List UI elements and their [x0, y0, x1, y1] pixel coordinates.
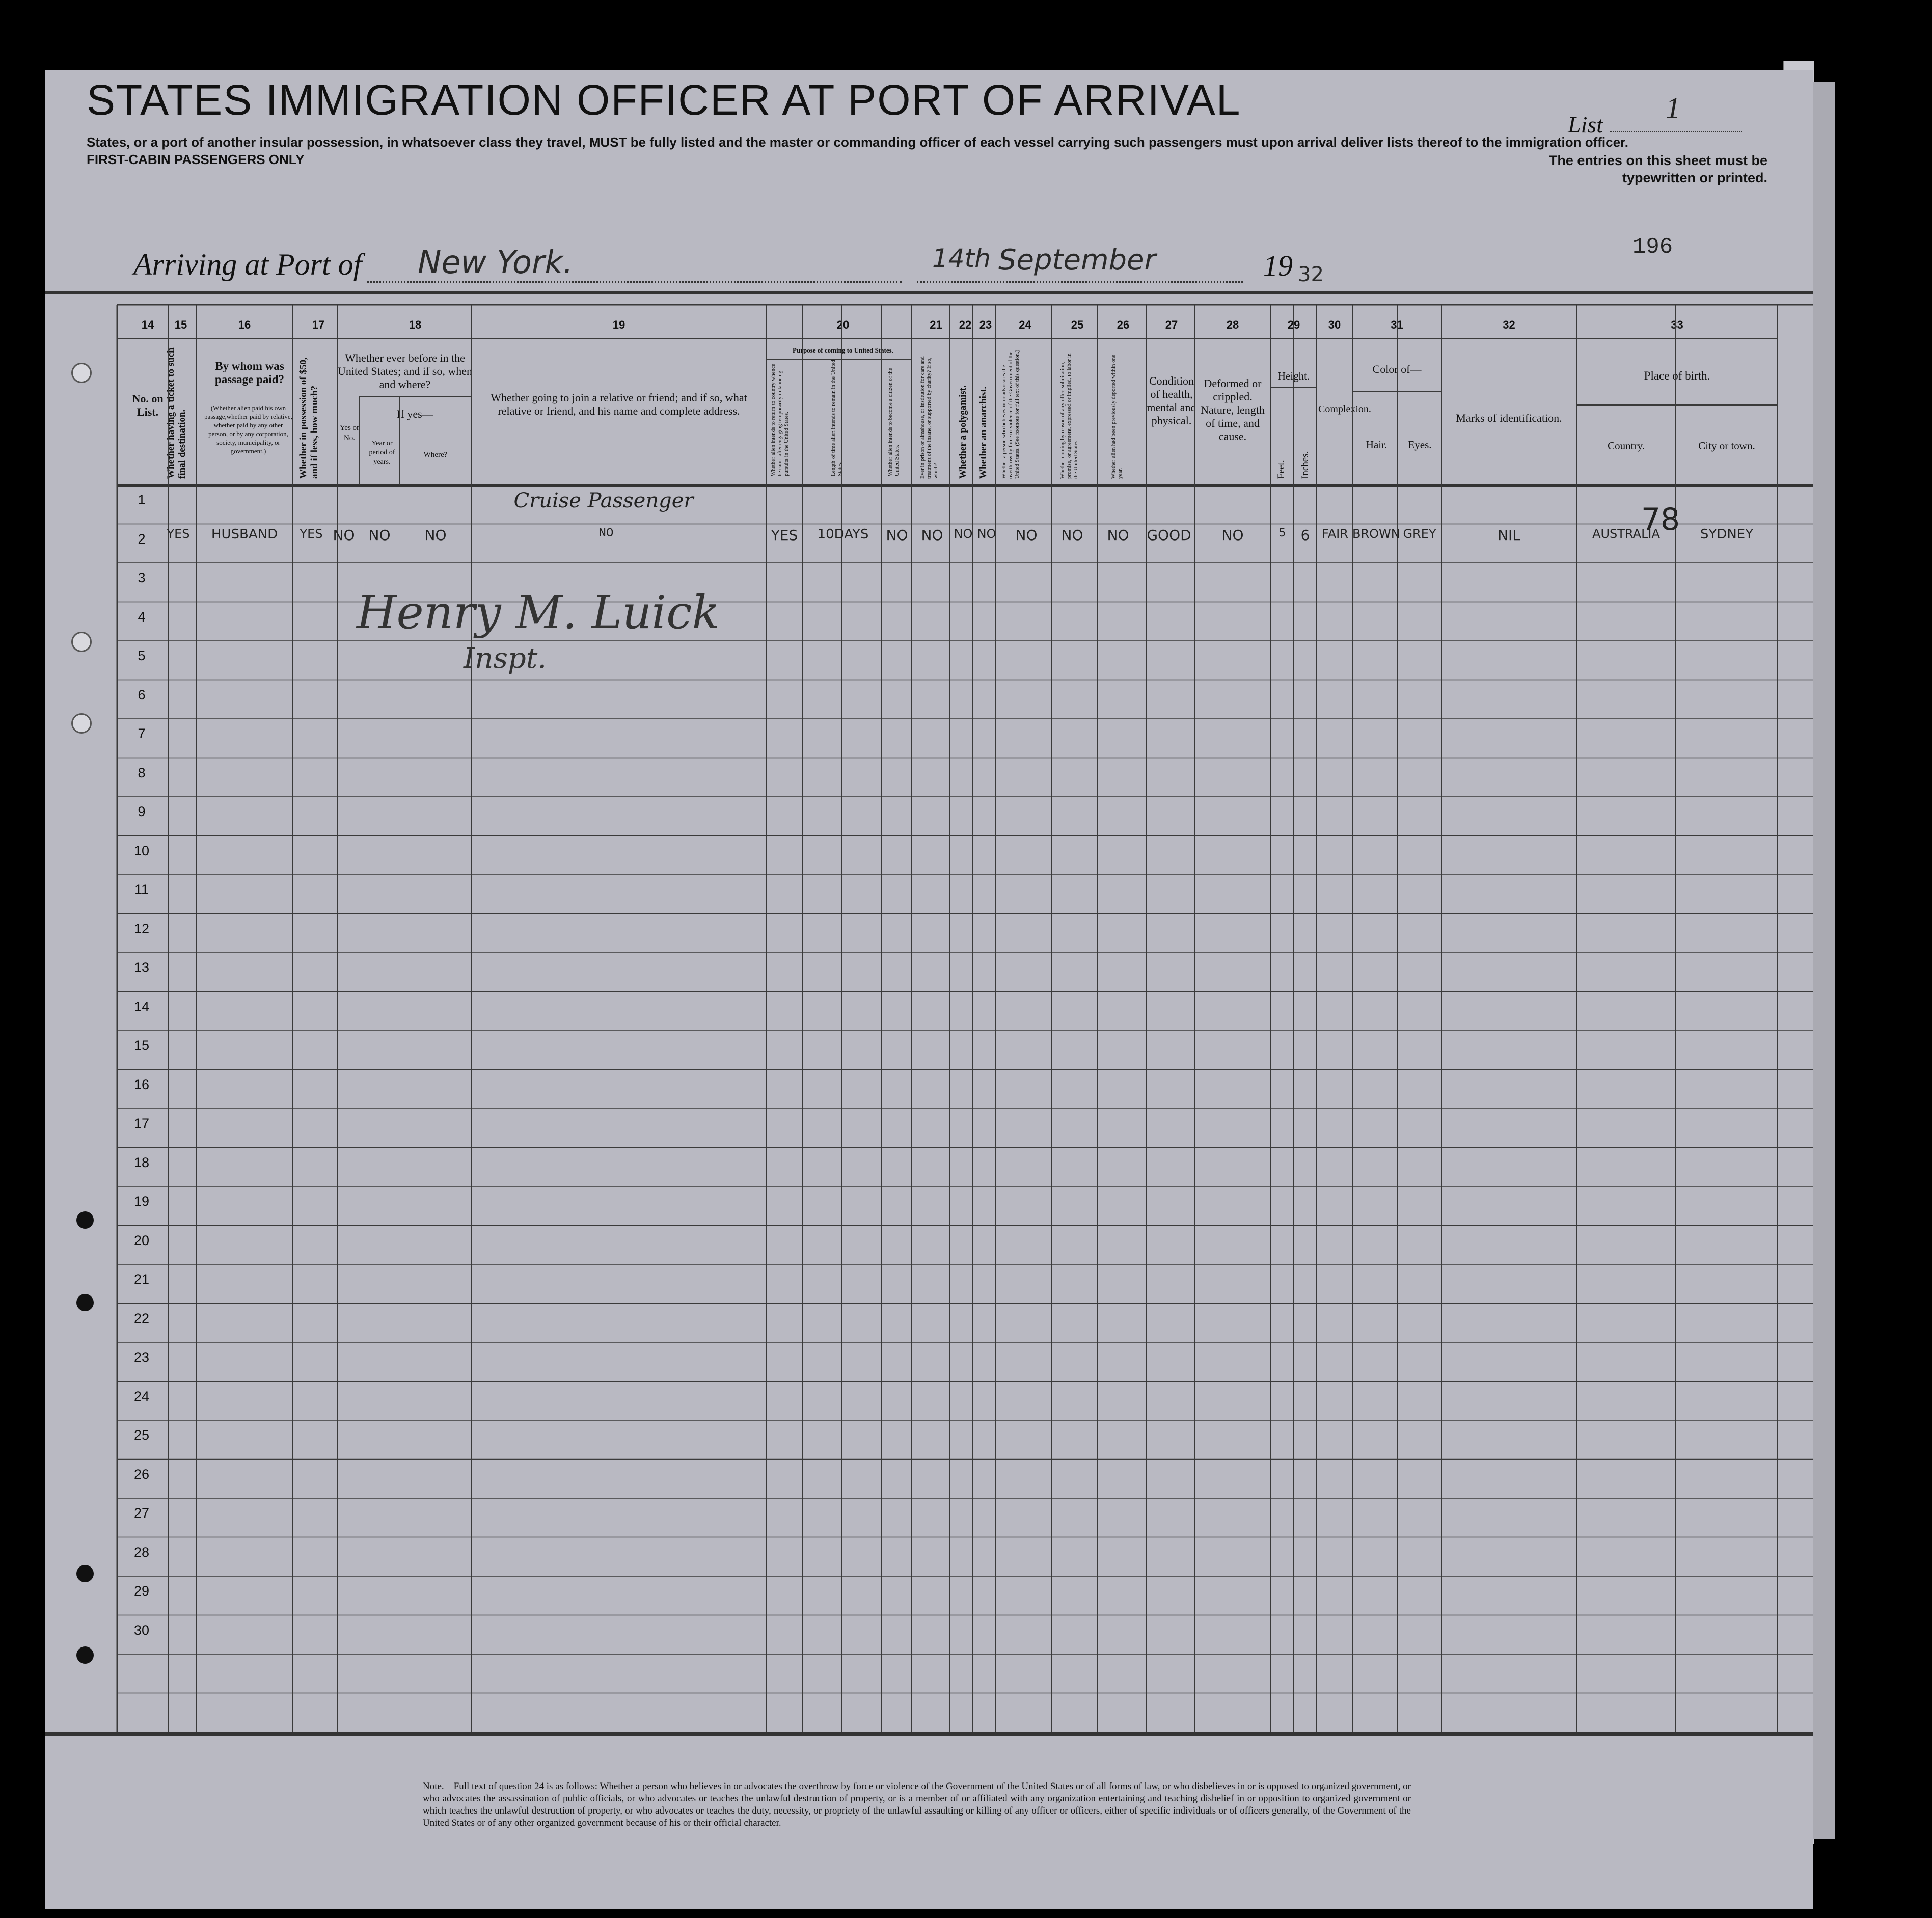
intro-text: States, or a port of another insular possession, in whatsoever class they travel, MUST be fully listed and the master or commanding officer of each vessel carrying such passengers must upon arrival deliver lists thereof to the immigration officer. — [87, 134, 1628, 150]
col-27-num: 27 — [1165, 318, 1178, 331]
row-number: 15 — [133, 1038, 150, 1053]
col-20-c: Whether alien intends to become a citizen of the United States. — [887, 368, 900, 476]
form-title: STATES IMMIGRATION OFFICER AT PORT OF ARRIVAL — [87, 76, 1241, 124]
row-number: 19 — [133, 1194, 150, 1209]
entry-before-where: NO — [424, 527, 447, 544]
row-number: 20 — [133, 1232, 150, 1248]
col-17-label: Whether in possession of $50, and if less, how much? — [298, 357, 320, 479]
col-33-label: Place of birth. — [1644, 369, 1710, 382]
entry-health: GOOD — [1147, 527, 1191, 544]
row-number: 7 — [138, 726, 146, 741]
col-19-label: Whether going to join a relative or friend; and if so, what relative or friend, and his name and complete address. — [491, 391, 747, 417]
entry-offer-labor: NO — [1061, 527, 1083, 544]
col-26-label: Whether alien had been previously deported within one year. — [1110, 354, 1123, 479]
row-number: 11 — [134, 882, 149, 897]
row-number: 29 — [133, 1583, 150, 1599]
entry-ticket: YES — [167, 527, 190, 541]
row-number: 28 — [133, 1544, 150, 1560]
entry-city: SYDNEY — [1700, 527, 1754, 542]
entry-hair: BROWN — [1352, 527, 1400, 541]
col-16-num: 16 — [238, 318, 251, 331]
entry-country: AUSTRALIA — [1592, 527, 1660, 541]
col-20-b: Length of time alien intends to remain in the United States. — [830, 360, 843, 476]
entry-anarchist: NO — [977, 527, 996, 541]
entry-fifty: YES — [300, 527, 323, 541]
entry-annotation: 78 — [1641, 502, 1680, 537]
row-number: 10 — [133, 843, 150, 858]
col-16-sub: (Whether alien paid his own passage,whether paid by relative, whether paid by any other person, or by any corporation, society, municipality, or government.) — [204, 404, 292, 455]
col-18-where: Where? — [423, 451, 448, 459]
first-cabin-label: FIRST-CABIN PASSENGERS ONLY — [87, 152, 305, 167]
row-number: 12 — [133, 921, 150, 936]
col-31-eyes: Eyes. — [1408, 439, 1432, 451]
list-number: 1 — [1666, 91, 1680, 124]
col-18-if-yes: If yes— — [397, 408, 433, 420]
col-33-num: 33 — [1671, 318, 1683, 331]
row-number: 13 — [133, 960, 150, 975]
col-22-label: Whether a polygamist. — [958, 385, 968, 479]
row-number: 3 — [138, 570, 146, 585]
col-23-label: Whether an anarchist. — [978, 386, 989, 479]
col-31-label: Color of— — [1372, 363, 1422, 375]
entry-citizen: NO — [886, 527, 908, 544]
col-25-num: 25 — [1071, 318, 1084, 331]
row-number: 4 — [138, 609, 146, 625]
col-16-label: By whom was passage paid? — [214, 360, 285, 386]
col-14-num: 14 — [141, 318, 154, 331]
arriving-label: Arriving at Port of — [133, 248, 362, 281]
col-30-num: 30 — [1328, 318, 1341, 331]
col-33-city: City or town. — [1698, 440, 1755, 452]
row-number: 30 — [133, 1622, 150, 1638]
col-20-num: 20 — [836, 318, 850, 331]
col-25-label: Whether coming by reason of any offer, solicitation, promise, or agreement, expressed or implied, to labor in the United States. — [1059, 353, 1079, 479]
col-29-inches: Inches. — [1300, 451, 1311, 479]
entry-paid-by: HUSBAND — [211, 527, 278, 542]
col-21-num: 21 — [930, 318, 942, 331]
col-32-num: 32 — [1503, 318, 1515, 331]
col-29-feet: Feet. — [1276, 460, 1287, 479]
entry-feet: 5 — [1278, 527, 1286, 539]
inspector-title: Inspt. — [464, 642, 547, 675]
entry-eyes: GREY — [1403, 527, 1436, 541]
row-number: 18 — [133, 1154, 150, 1170]
col-21-label: Ever in prison or almshouse, or institution for care and treatment of the insane, or supported by charity? If so, which? — [919, 356, 939, 479]
row-number: 17 — [133, 1116, 150, 1131]
entry-overthrow: NO — [1015, 527, 1038, 544]
col-24-num: 24 — [1019, 318, 1031, 331]
row-number: 24 — [133, 1388, 150, 1404]
row-number: 23 — [133, 1349, 150, 1365]
col-29-num: 29 — [1287, 318, 1300, 331]
row-number: 9 — [138, 804, 146, 819]
entry-before-year: NO — [368, 527, 391, 544]
row-number: 1 — [138, 492, 146, 507]
row-number: 14 — [133, 998, 150, 1014]
col-22-num: 22 — [959, 318, 972, 331]
col-15-num: 15 — [174, 318, 187, 331]
row-number: 16 — [133, 1076, 150, 1092]
col-19-num: 19 — [612, 318, 625, 331]
row-number: 27 — [133, 1505, 150, 1521]
footnote-question-24: Note.—Full text of question 24 is as follows: Whether a person who believes in or advocates the overthrow by force or violence of the Government of the United States or of all forms of law, or who disbelieves in or is opposed to organized government, or who advocates the assassination of public officials, or who advocates or teaches the unlawful destruction of property, or is a member of or affiliated with any organization entertaining and teaching disbelief in or opposition to organized government or which teaches the unlawful destruction of property, or who advocates or teaches the duty, necessity, or propriety of the unlawful assaulting or killing of any officer or officers, either of specific individuals or of officers generally, of the Government of the United States or of any other organized government because of his or their official character. — [423, 1781, 1411, 1828]
col-31-hair: Hair. — [1366, 439, 1387, 451]
month-value: September — [998, 244, 1156, 277]
col-18-year: Year or period of years. — [369, 440, 395, 466]
entry-join-relative: NO — [598, 527, 614, 541]
entry-length-of-stay: 10DAYS — [817, 527, 869, 542]
col-18-label: Whether ever before in the United States; and if so, when and where? — [338, 352, 472, 391]
year-suffix: 32 — [1298, 263, 1324, 286]
col-20-a: Whether alien intends to return to country whence he came after engaging temporarily in laboring pursuits in the United States. — [770, 364, 790, 476]
col-30-label: Complexion. — [1318, 403, 1371, 415]
col-18-yes-no: Yes or No. — [339, 424, 360, 442]
col-28-label: Deformed or crippled. Nature, length of time, and cause. — [1201, 377, 1265, 443]
entries-note: The entries on this sheet must be typewritten or printed. — [1548, 153, 1767, 185]
port-value: New York. — [418, 244, 574, 281]
row-number: 5 — [138, 648, 146, 663]
row-number: 22 — [133, 1310, 150, 1326]
entry-inches: 6 — [1300, 527, 1310, 544]
col-29-label: Height. — [1277, 370, 1310, 382]
entry-prison: NO — [921, 527, 943, 544]
entry-return-intent: YES — [771, 527, 798, 544]
col-26-num: 26 — [1117, 318, 1130, 331]
col-31-num: 31 — [1391, 318, 1403, 331]
day-value: 14th — [932, 244, 991, 273]
col-24-label: Whether a person who believes in or advocates the overthrow by force or violence of the Government of the United States. (See footnote for full text of this question.) — [1001, 349, 1020, 479]
entry-deformed: NO — [1221, 527, 1244, 544]
inspector-signature: Henry M. Luick — [357, 586, 720, 639]
row-number: 25 — [133, 1427, 150, 1443]
year-prefix: 19 — [1263, 249, 1293, 282]
col-15-label: Whether having a ticket to such final destination. — [166, 347, 187, 479]
entry-cruise-note: Cruise Passenger — [513, 489, 694, 512]
col-33-country: Country. — [1608, 440, 1645, 452]
col-20-label: Purpose of coming to United States. — [793, 346, 893, 354]
row-number: 26 — [133, 1466, 150, 1482]
row-number: 21 — [133, 1272, 150, 1287]
col-23-num: 23 — [979, 318, 992, 331]
entry-polygamist: NO — [954, 527, 973, 541]
col-17-num: 17 — [312, 318, 325, 331]
entry-complexion: FAIR — [1322, 527, 1348, 541]
list-label: List — [1568, 112, 1603, 138]
col-14-label: No. on List. — [132, 392, 164, 418]
col-18-num: 18 — [409, 318, 422, 331]
row-number: 8 — [138, 765, 146, 780]
entry-deported: NO — [1107, 527, 1129, 544]
entry-before-yes-no: NO — [333, 527, 355, 544]
row-number: 6 — [138, 687, 146, 703]
col-32-label: Marks of identification. — [1456, 412, 1562, 424]
sheet-number: 196 — [1632, 234, 1673, 260]
col-27-label: Condition of health, mental and physical. — [1147, 374, 1196, 427]
entry-marks: NIL — [1498, 527, 1520, 544]
row-number: 2 — [138, 531, 146, 547]
col-28-num: 28 — [1226, 318, 1239, 331]
